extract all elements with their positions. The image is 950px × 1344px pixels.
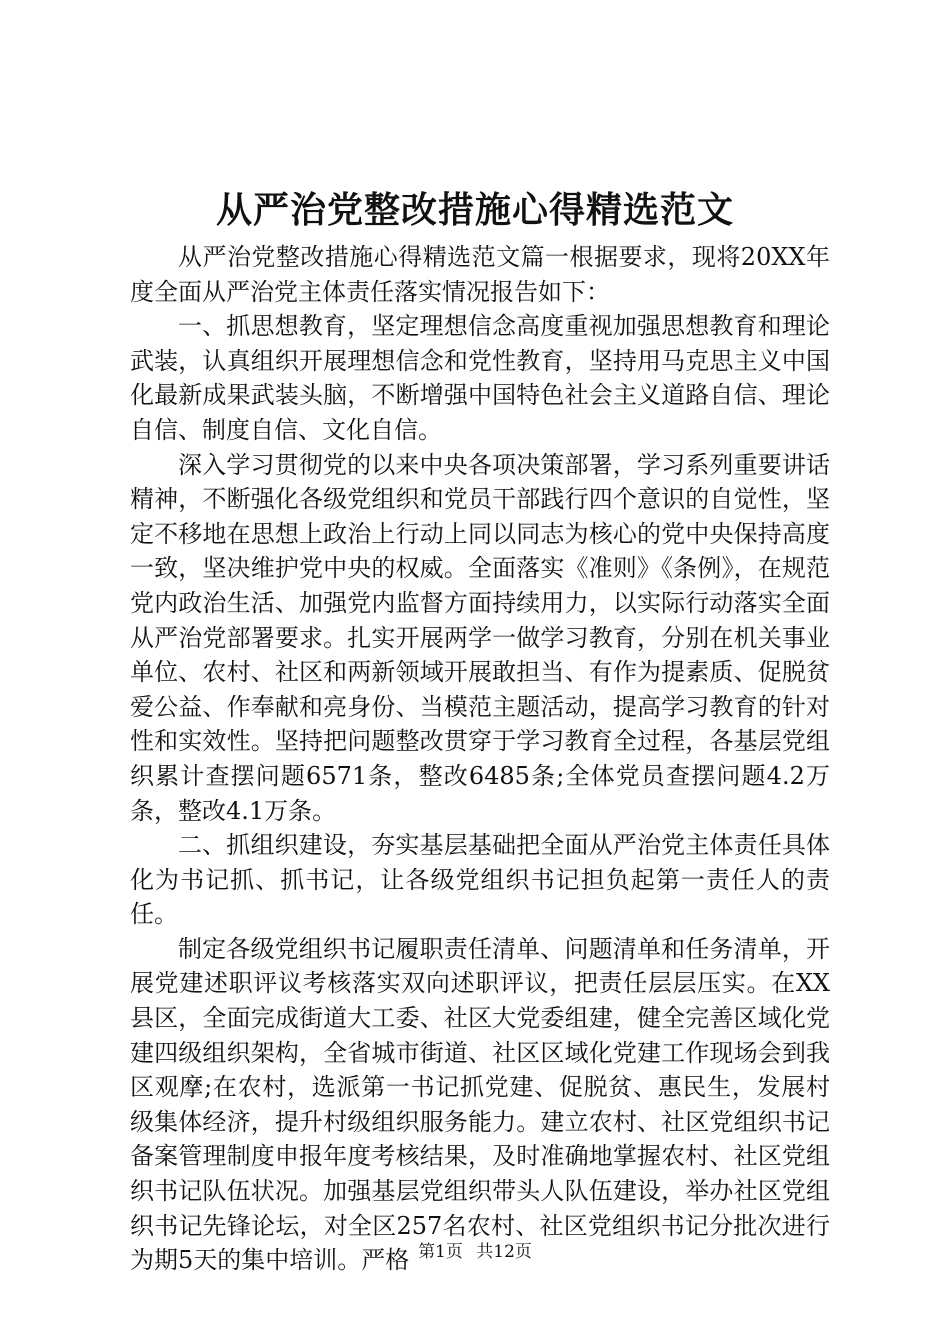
paragraph-study: 深入学习贯彻党的以来中央各项决策部署，学习系列重要讲话精神，不断强化各级党组织和党员干部践行四个意识的自觉性，坚定不移地在思想上政治上行动上同以同志为核心的党中央保持高度一致，坚决维护党中央的权威。全面落实《准则》《条例》，在规范党内政治生活、加强党内监督方面持续用力，以实际行动落实全面从严治党部署要求。扎实开展两学一做学习教育，分别在机关事业单位、农村、社区和两新领域开展敢担当、有作为提素质、促脱贫爱公益、作奉献和亮身份、当模范主题活动，提高学习教育的针对性和实效性。坚持把问题整改贯穿于学习教育全过程，各基层党组织累计查摆问题6571条，整改6485条;全体党员查摆问题4.2万条，整改4.1万条。 [130,450,830,825]
page-footer [0,1240,950,1264]
document-title: 从严治党整改措施心得精选范文 [215,189,734,231]
page-number: 第1页 [418,1242,463,1262]
paragraph-section-one: 一、抓思想教育，坚定理想信念高度重视加强思想教育和理论武装，认真组织开展理想信念和党性教育，坚持用马克思主义中国化最新成果武装头脑，不断增强中国特色社会主义道路自信、理论自信、制度自信、文化自信。 [130,312,830,444]
paragraph-responsibility: 制定各级党组织书记履职责任清单、问题清单和任务清单，开展党建述职评议考核落实双向述职评议，把责任层层压实。在XX县区，全面完成街道大工委、社区大党委组建，健全完善区域化党建四级组织架构，全省城市街道、社区区域化党建工作现场会到我区观摩;在农村，选派第一书记抓党建、促脱贫、惠民生，发展村级集体经济，提升村级组织服务能力。建立农村、社区党组织书记备案管理制度申报年度考核结果，及时准确地掌握农村、社区党组织书记队伍状况。加强基层党组织带头人队伍建设，举办社区党组织书记先锋论坛，对全区257名农村、社区党组织书记分批次进行为期5天的集中培训。严格 [130,934,830,1275]
paragraph-intro: 从严治党整改措施心得精选范文篇一根据要求，现将20XX年度全面从严治党主体责任落实情况报告如下： [130,243,830,306]
document-body [130,240,830,1278]
page-total: 共12页 [476,1242,532,1262]
paragraph-section-two: 二、抓组织建设，夯实基层基础把全面从严治党主体责任具体化为书记抓、抓书记，让各级党组织书记担负起第一责任人的责任。 [130,831,830,929]
